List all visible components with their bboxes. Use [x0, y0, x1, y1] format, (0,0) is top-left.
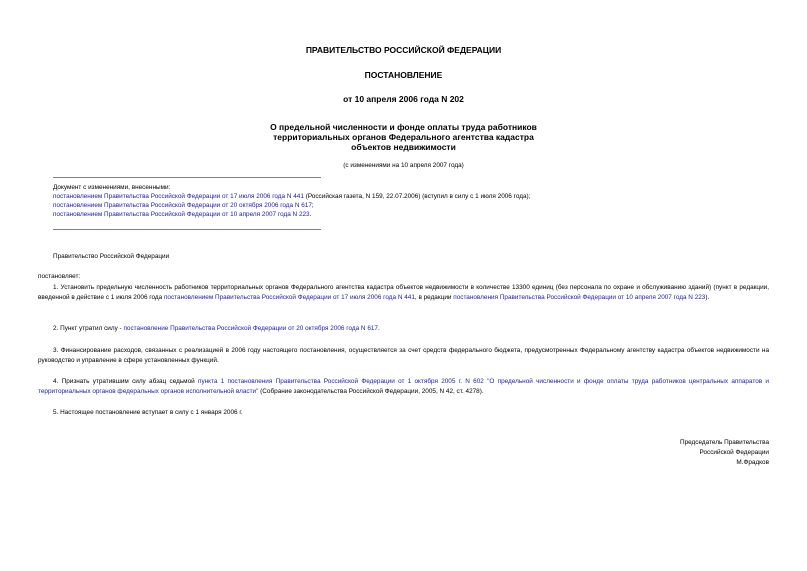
changes-block [53, 183, 753, 219]
title-line-3: объектов недвижимости [351, 142, 456, 152]
p4-end: (Собрание законодательства Российской Федерации, 2005, N 42, ст. 4278). [258, 387, 484, 395]
signature-line-3: М.Фрадков [736, 459, 769, 466]
p2-text: 2. Пункт утратил силу - [53, 325, 124, 332]
issuer-text: Правительство Российской Федерации [53, 253, 170, 260]
doc-type-heading: ПОСТАНОВЛЕНИЕ [364, 70, 443, 80]
change-link-2[interactable]: постановлением Правительства Российской Федерации от 20 октября 2006 года N 617 [53, 202, 312, 209]
p1-text: 1. Установить предельную численность работников территориальных органов Федерального агентства кадастра объектов недвижимости в количестве 13300 единиц (без персонала по охране и обслуживанию зданий) (пункт в редакции, введенной в действие с 1 июля 2006 года [38, 284, 769, 301]
signature-block [680, 438, 769, 468]
change-item-2 [53, 201, 753, 210]
title-line-2: территориальных органов Федерального агентства кадастра [273, 132, 534, 142]
paragraph-5: 5. Настоящее постановление вступает в силу с 1 января 2006 г. [53, 409, 243, 416]
p4-link[interactable]: пункта 1 постановления Правительства Российской Федерации от 1 октября 2005 г. N 602 "О предельной численности и фонде оплаты труда работников центральных аппаратов и территориальных органов федеральных органов исполнительной власти" [38, 378, 769, 395]
p1-link-2[interactable]: постановления Правительства Российской Федерации от 10 апреля 2007 года N 223 [453, 293, 706, 301]
change-link-1[interactable]: постановлением Правительства Российской Федерации от 17 июля 2006 года N 441 [53, 193, 304, 200]
change-tail-2: ; [311, 202, 314, 209]
paragraph-3: 3. Финансирование расходов, связанных с реализацией в 2006 году настоящего постановления, осуществляется за счет средств федерального бюджета, предусмотренных Федеральному агентству кадастра объектов недвижимости на руководство и управление в сфере установленных функций. [38, 347, 769, 364]
p1-end: ). [705, 293, 710, 301]
p2-link[interactable]: постановление Правительства Российской Федерации от 20 октября 2006 года N 617 [123, 325, 378, 332]
government-heading: ПРАВИТЕЛЬСТВО РОССИЙСКОЙ ФЕДЕРАЦИИ [305, 45, 502, 55]
p2-end: . [377, 325, 380, 332]
title-line-1: О предельной численности и фонде оплаты труда работников [270, 122, 537, 132]
edition-note: (с изменениями на 10 апреля 2007 года) [343, 162, 464, 169]
p1-link-1[interactable]: постановлением Правительства Российской Федерации от 17 июля 2006 года N 441 [163, 293, 415, 301]
changes-intro: Документ с изменениями, внесенными: [53, 184, 171, 191]
top-divider [53, 177, 321, 178]
change-tail-1: (Российская газета, N 159, 22.07.2006) (вступил в силу с 1 июля 2006 года); [303, 193, 531, 200]
paragraph-2 [53, 324, 769, 334]
decides-text: постановляет: [38, 273, 81, 280]
change-link-3[interactable]: постановлением Правительства Российской Федерации от 10 апреля 2007 года N 223 [53, 211, 310, 218]
p1-mid: , в редакции [414, 293, 454, 301]
date-number-heading: от 10 апреля 2006 года N 202 [343, 94, 464, 104]
signature-line-1: Председатель Правительства [680, 439, 769, 446]
change-item-3 [53, 210, 753, 219]
change-tail-3: . [309, 211, 312, 218]
change-item-1 [53, 192, 753, 201]
signature-line-2: Российской Федерации [699, 449, 769, 456]
bottom-divider [53, 229, 321, 230]
paragraph-1 [38, 283, 769, 302]
p4-text: 4. Признать утратившим силу абзац седьмой [53, 378, 198, 385]
paragraph-4 [38, 377, 769, 396]
document-title [200, 122, 607, 152]
